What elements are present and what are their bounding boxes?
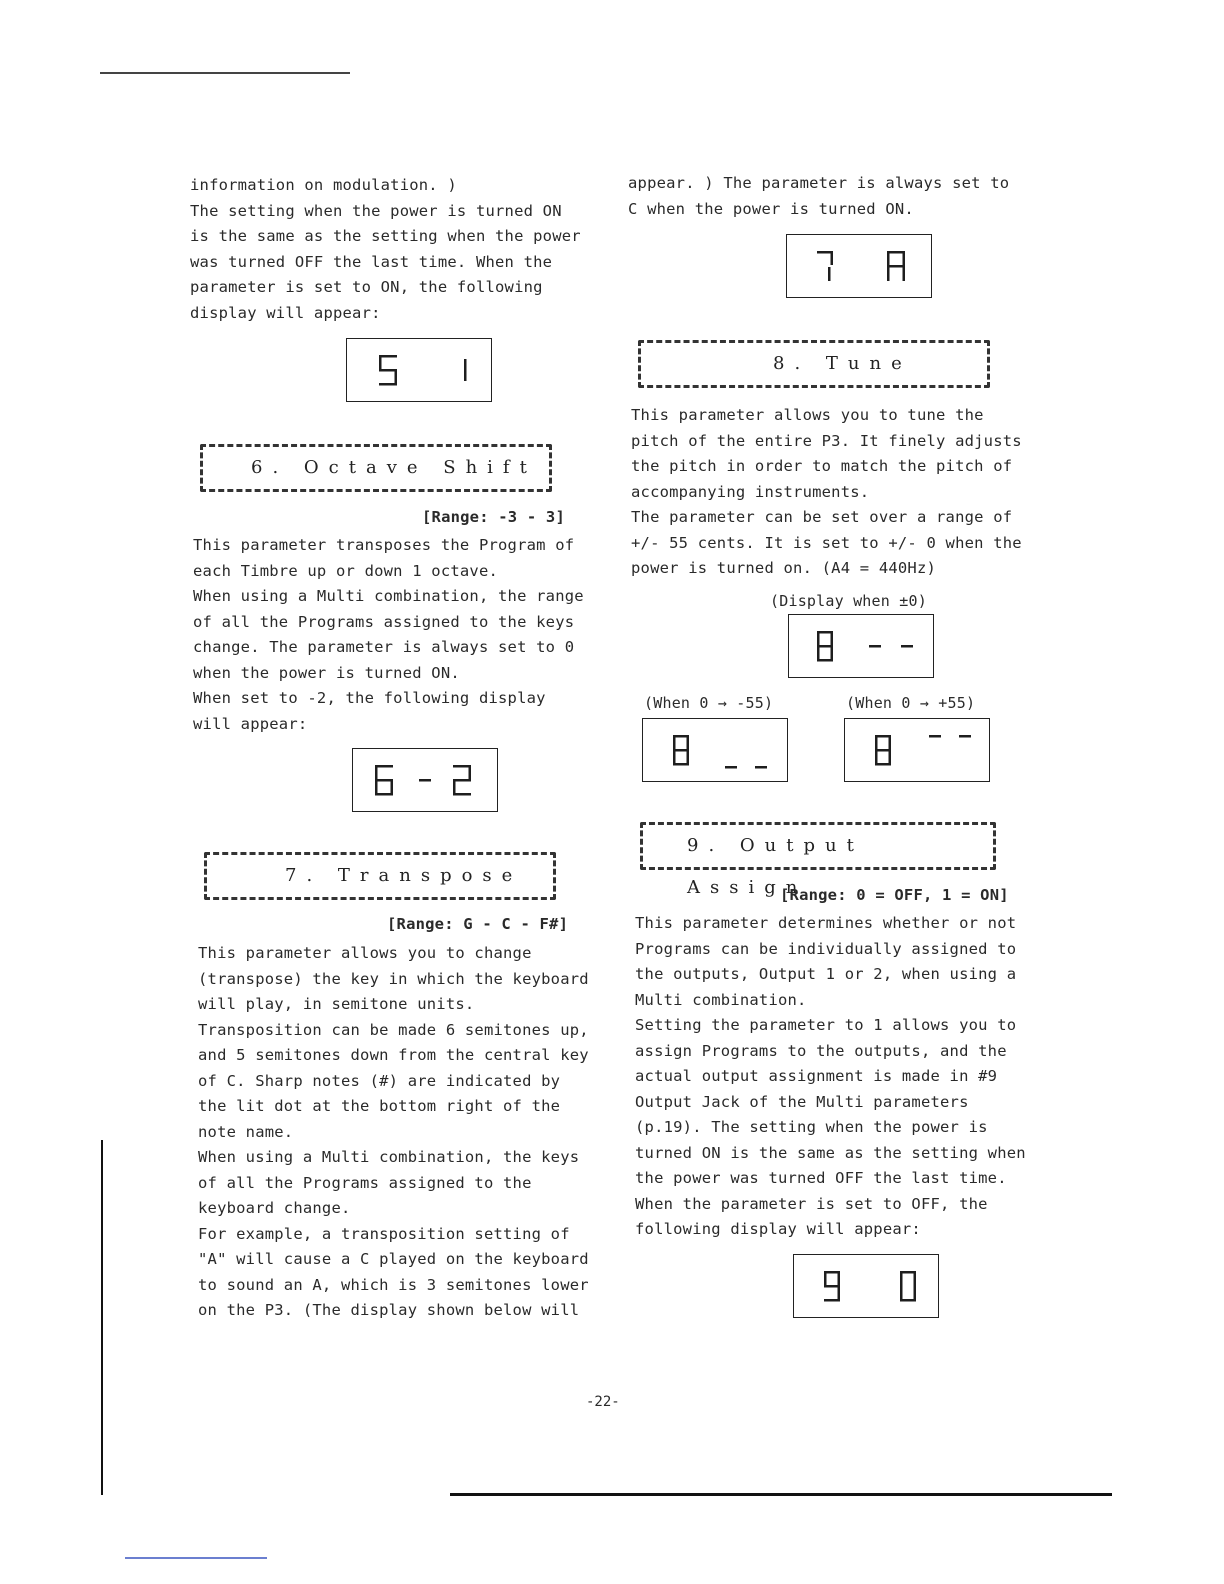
lcd-display-8-zero (788, 614, 934, 678)
output-assign-range-text: [Range: 0 = OFF, 1 = ON] (780, 886, 1009, 904)
text-line: This parameter transposes the Program of (193, 536, 575, 554)
transpose-range-text: [Range: G - C - F#] (387, 915, 569, 933)
text-line: the pitch in order to match the pitch of (631, 457, 1013, 475)
octave-range (422, 508, 565, 526)
text-line: was turned OFF the last time. When the (190, 252, 553, 271)
text-line: display will appear: (190, 303, 381, 322)
bottom-rule (450, 1493, 1112, 1496)
left-margin-line (101, 1140, 103, 1495)
text-line: will appear: (193, 714, 308, 733)
text-line: Transposition can be made 6 semitones up, (198, 1020, 589, 1039)
text-line: Output Jack of the Multi parameters (635, 1092, 969, 1111)
section-heading-tune (638, 340, 990, 388)
text-line: information on modulation. ) (190, 176, 457, 194)
tune-minus-caption: (When 0 → -55) (644, 694, 774, 712)
octave-shift-body (193, 533, 584, 737)
lcd-display-8-plus (844, 718, 990, 782)
text-line: The parameter can be set over a range of (631, 508, 1013, 526)
transpose-body (198, 941, 589, 1324)
text-line: power is turned on. (A4 = 440Hz) (631, 559, 937, 577)
text-line: the outputs, Output 1 or 2, when using a (635, 965, 1017, 983)
digit-2 (453, 765, 471, 796)
text-line: When set to -2, the following display (193, 689, 546, 707)
text-line: (transpose) the key in which the keyboard (198, 969, 589, 988)
text-line: When using a Multi combination, the range (193, 587, 584, 605)
lcd-display-s1 (346, 338, 492, 402)
text-line: Setting the parameter to 1 allows you to (635, 1016, 1017, 1034)
text-line: When the parameter is set to OFF, the (635, 1194, 988, 1213)
output-assign-body (635, 911, 1026, 1243)
page-number: -22- (586, 1394, 620, 1410)
digit-7 (817, 251, 833, 281)
digit-a (887, 251, 905, 281)
digit-9 (824, 1271, 840, 1302)
transpose-range (387, 915, 568, 933)
text-line: C when the power is turned ON. (628, 199, 914, 218)
text-line: is the same as the setting when the power (190, 227, 581, 245)
lcd-display-7a (786, 234, 932, 298)
digit-0 (900, 1271, 916, 1302)
octave-range-text: [Range: -3 - 3] (422, 508, 565, 526)
text-line: appear. ) The parameter is always set to (628, 174, 1010, 192)
digit-s (379, 355, 397, 386)
lcd-display-6-2 (352, 748, 498, 812)
text-line: "A" will cause a C played on the keyboard (198, 1250, 589, 1268)
digit-8 (673, 735, 689, 766)
text-line: change. The parameter is always set to 0 (193, 638, 575, 656)
digit-dash (869, 645, 913, 648)
bottom-blue-rule (125, 1557, 267, 1559)
tune-display-caption: (Display when ±0) (770, 592, 927, 610)
top-rule (100, 72, 350, 74)
text-line: (p.19). The setting when the power is (635, 1118, 988, 1136)
text-line: and 5 semitones down from the central key (198, 1046, 589, 1064)
text-line: of C. Sharp notes (#) are indicated by (198, 1071, 561, 1090)
text-line: This parameter allows you to tune the (631, 406, 984, 424)
output-assign-range (780, 886, 1009, 904)
text-line: the power was turned OFF the last time. (635, 1169, 1007, 1187)
text-line: each Timbre up or down 1 octave. (193, 561, 499, 580)
digit-6 (375, 765, 393, 796)
left-intro (190, 173, 581, 326)
text-line: This parameter determines whether or not (635, 914, 1017, 932)
text-line: keyboard change. (198, 1199, 351, 1217)
text-line: note name. (198, 1122, 294, 1141)
text-line: turned ON is the same as the setting when (635, 1143, 1026, 1162)
digit-8 (875, 735, 891, 766)
text-line: Programs can be individually assigned to (635, 939, 1017, 958)
digit-8 (817, 631, 833, 662)
digit-dash (419, 779, 431, 782)
transpose-title: 7. Transpose (285, 865, 523, 886)
text-line: +/- 55 cents. It is set to +/- 0 when the (631, 533, 1022, 552)
text-line: pitch of the entire P3. It finely adjusts (631, 431, 1022, 450)
octave-shift-title: 6. Octave Shift (251, 457, 537, 478)
digit-1 (464, 359, 467, 381)
lcd-display-9-0 (793, 1254, 939, 1318)
lcd-display-8-minus (642, 718, 788, 782)
text-line: assign Programs to the outputs, and the (635, 1041, 1007, 1060)
right-intro (628, 171, 1009, 222)
text-line: For example, a transposition setting of (198, 1224, 570, 1243)
text-line: following display will appear: (635, 1220, 921, 1238)
text-line: on the P3. (The display shown below will (198, 1301, 580, 1319)
tune-title: 8. Tune (773, 353, 912, 374)
text-line: when the power is turned ON. (193, 663, 460, 682)
text-line: of all the Programs assigned to the keys (193, 612, 575, 631)
text-line: This parameter allows you to change (198, 944, 532, 962)
output-assign-title: 9. Output Assign (687, 835, 864, 898)
tune-plus-caption: (When 0 → +55) (846, 694, 976, 712)
tune-body (631, 403, 1022, 582)
text-line: parameter is set to ON, the following (190, 278, 543, 296)
text-line: accompanying instruments. (631, 482, 870, 501)
text-line: the lit dot at the bottom right of the (198, 1097, 561, 1115)
text-line: will play, in semitone units. (198, 995, 475, 1013)
section-heading-transpose (204, 852, 556, 900)
text-line: of all the Programs assigned to the (198, 1173, 532, 1192)
text-line: When using a Multi combination, the keys (198, 1148, 580, 1166)
text-line: actual output assignment is made in #9 (635, 1067, 998, 1085)
section-heading-octave-shift (200, 444, 552, 492)
digit-overscore (929, 735, 971, 738)
text-line: to sound an A, which is 3 semitones lower (198, 1275, 589, 1294)
text-line: The setting when the power is turned ON (190, 201, 562, 220)
digit-underscore (725, 766, 767, 769)
text-line: Multi combination. (635, 990, 807, 1009)
